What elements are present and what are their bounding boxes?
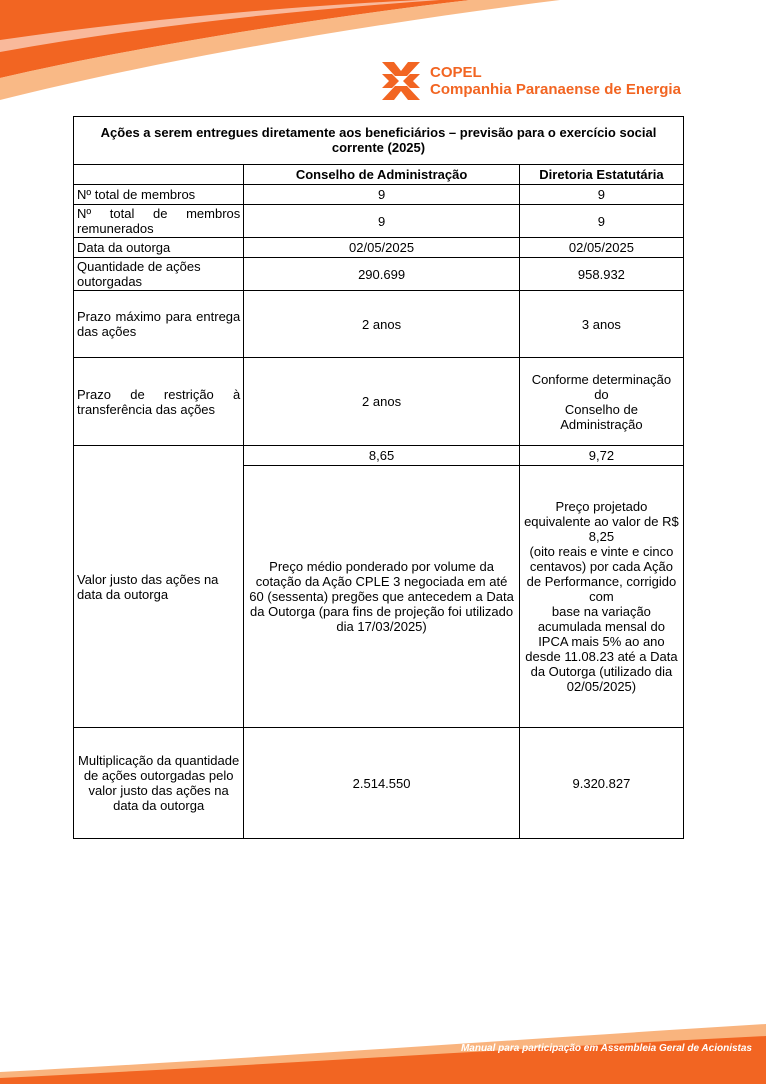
cell-diretoria-description bbox=[519, 466, 683, 728]
share-grant-table bbox=[73, 116, 684, 839]
cell-diretoria-line: Preço projetado equivalente ao valor de R$ 8,25 bbox=[524, 499, 679, 544]
column-header-conselho: Conselho de Administração bbox=[244, 165, 520, 185]
cell-diretoria: 3 anos bbox=[519, 291, 683, 358]
footer-text: Manual para participação em Assembleia Geral de Acionistas bbox=[460, 1043, 752, 1054]
cell-diretoria: 958.932 bbox=[519, 258, 683, 291]
table-row bbox=[74, 258, 684, 291]
row-label: Multiplicação da quantidade de ações outorgadas pelo valor justo das ações na data da outorga bbox=[74, 728, 244, 839]
row-label: Nº total de membros remunerados bbox=[74, 205, 244, 238]
cell-conselho: 9 bbox=[244, 205, 520, 238]
table-header-row bbox=[74, 165, 684, 185]
table-title: Ações a serem entregues diretamente aos beneficiários – previsão para o exercício social corrente (2025) bbox=[74, 117, 684, 165]
row-label: Data da outorga bbox=[74, 238, 244, 258]
cell-diretoria: 02/05/2025 bbox=[519, 238, 683, 258]
cell-diretoria-line: (oito reais e vinte e cinco centavos) por cada Ação de Performance, corrigido com bbox=[526, 544, 677, 604]
table-row bbox=[74, 728, 684, 839]
cell-diretoria bbox=[519, 358, 683, 446]
cell-diretoria-line: base na variação acumulada mensal do IPCA mais 5% ao ano desde 11.08.23 até a Data da Outorga (utilizado dia 02/05/2025) bbox=[525, 604, 678, 694]
cell-diretoria-line: Conselho de Administração bbox=[560, 401, 643, 432]
row-label: Prazo máximo para entrega das ações bbox=[74, 291, 244, 358]
cell-conselho-value: 8,65 bbox=[244, 446, 520, 466]
cell-diretoria-value: 9,72 bbox=[519, 446, 683, 466]
copel-logo-icon bbox=[380, 60, 422, 102]
table-row bbox=[74, 358, 684, 446]
cell-conselho: 290.699 bbox=[244, 258, 520, 291]
cell-conselho: 02/05/2025 bbox=[244, 238, 520, 258]
cell-conselho: 2 anos bbox=[244, 358, 520, 446]
cell-conselho: 2 anos bbox=[244, 291, 520, 358]
cell-diretoria-line: Conforme determinação do bbox=[531, 371, 672, 402]
row-label: Valor justo das ações na data da outorga bbox=[74, 446, 244, 728]
row-label: Quantidade de ações outorgadas bbox=[74, 258, 244, 291]
cell-diretoria: 9.320.827 bbox=[519, 728, 683, 839]
table-row bbox=[74, 205, 684, 238]
cell-conselho: 2.514.550 bbox=[244, 728, 520, 839]
table-row bbox=[74, 185, 684, 205]
empty-header-cell bbox=[74, 165, 244, 185]
table-row bbox=[74, 238, 684, 258]
row-label: Prazo de restrição à transferência das ações bbox=[74, 358, 244, 446]
column-header-diretoria: Diretoria Estatutária bbox=[519, 165, 683, 185]
table-row bbox=[74, 446, 684, 466]
cell-diretoria: 9 bbox=[519, 205, 683, 238]
cell-diretoria: 9 bbox=[519, 185, 683, 205]
brand-name: COPEL bbox=[430, 64, 482, 81]
cell-conselho: 9 bbox=[244, 185, 520, 205]
brand-full-name: Companhia Paranaense de Energia bbox=[430, 81, 681, 98]
row-label: Nº total de membros bbox=[74, 185, 244, 205]
table-title-row bbox=[74, 117, 684, 165]
cell-conselho-description: Preço médio ponderado por volume da cotação da Ação CPLE 3 negociada em até 60 (sessenta) pregões que antecedem a Data da Outorga (para fins de projeção foi utilizado dia 17/03/2025) bbox=[244, 466, 520, 728]
table-row bbox=[74, 291, 684, 358]
